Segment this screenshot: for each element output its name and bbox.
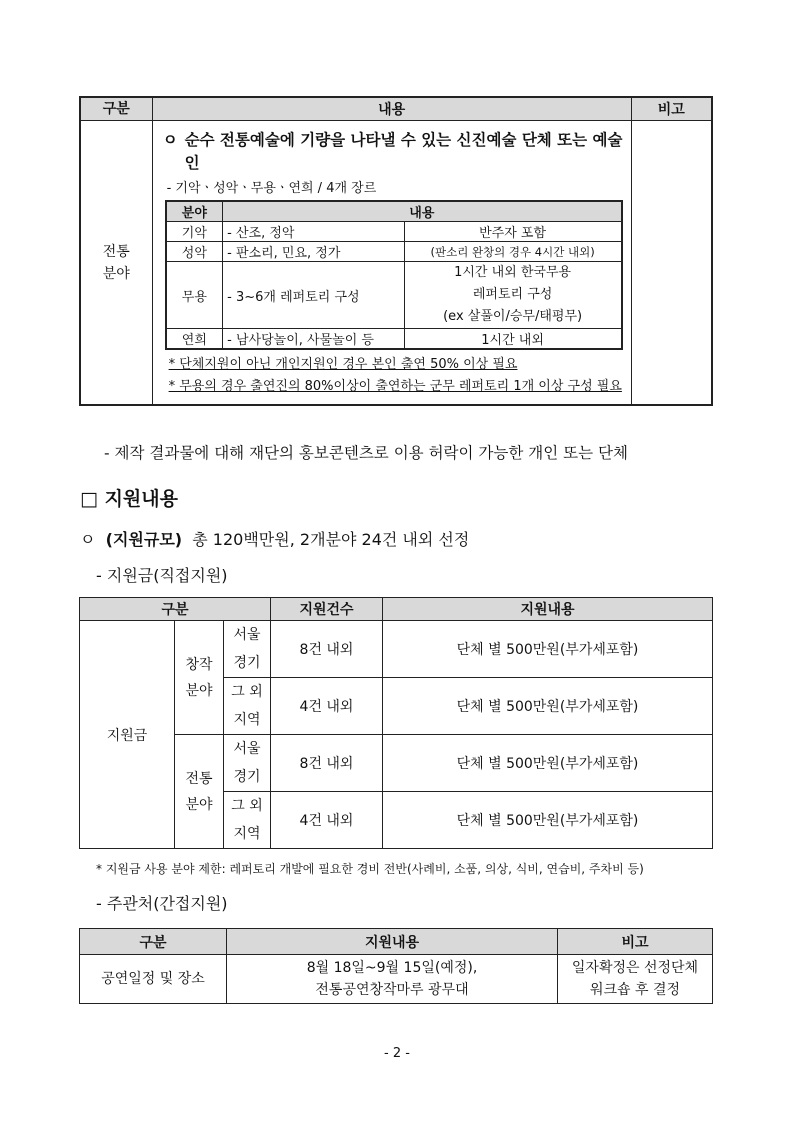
genre-content: - 남사당놀이, 사물놀이 등 bbox=[223, 329, 404, 350]
genre-field: 무용 bbox=[166, 262, 223, 329]
category-fund: 지원금 bbox=[80, 621, 175, 849]
group-traditional: 전통 분야 bbox=[175, 735, 224, 849]
footnote-individual: * 단체지원이 아닌 개인지원인 경우 본인 출연 50% 이상 필요 bbox=[168, 357, 518, 372]
circle-bullet-icon: ㅇ bbox=[80, 530, 96, 549]
venue-note: 일자확정은 선정단체 워크숍 후 결정 bbox=[558, 955, 713, 1004]
table-row bbox=[80, 955, 713, 1004]
header-content: 지원내용 bbox=[227, 929, 558, 955]
main-bullet bbox=[163, 129, 623, 175]
note-cell bbox=[631, 121, 712, 406]
count-cell: 4건 내외 bbox=[271, 792, 383, 849]
main-bullet-text: 순수 전통예술에 기량을 나타낼 수 있는 신진예술 단체 또는 예술인 bbox=[184, 131, 623, 172]
header-content: 지원내용 bbox=[383, 598, 713, 621]
genre-content: - 산조, 정악 bbox=[223, 222, 404, 242]
venue-label: 공연일정 및 장소 bbox=[80, 955, 227, 1004]
header-note: 비고 bbox=[558, 929, 713, 955]
region-cell: 그 외 지역 bbox=[224, 792, 271, 849]
fund-usage-note: * 지원금 사용 분야 제한: 레퍼토리 개발에 필요한 경비 전반(사례비, 소품, 의상, 식비, 연습비, 주차비 등) bbox=[96, 862, 644, 876]
content-cell: 단체 별 500만원(부가세포함) bbox=[383, 678, 713, 735]
region-cell: 서울 경기 bbox=[224, 621, 271, 678]
genre-field: 성악 bbox=[166, 242, 223, 262]
content-cell: 단체 별 500만원(부가세포함) bbox=[383, 735, 713, 792]
direct-support-title: - 지원금(직접지원) bbox=[96, 566, 228, 585]
eligibility-note: - 제작 결과물에 대해 재단의 홍보콘텐츠로 이용 허락이 가능한 개인 또는 단체 bbox=[104, 444, 628, 462]
genre-note: 1시간 내외 한국무용 레퍼토리 구성 (ex 살풀이/승무/태평무) bbox=[404, 262, 622, 329]
genre-content: - 3~6개 레퍼토리 구성 bbox=[223, 262, 404, 329]
count-cell: 8건 내외 bbox=[271, 735, 383, 792]
scale-label: (지원규모) bbox=[105, 530, 183, 549]
region-cell: 서울 경기 bbox=[224, 735, 271, 792]
genre-note: (판소리 완창의 경우 4시간 내외) bbox=[404, 242, 622, 262]
inner-header-content: 내용 bbox=[223, 201, 622, 222]
header-category: 구분 bbox=[80, 598, 271, 621]
genre-table bbox=[165, 200, 623, 350]
genre-field: 연희 bbox=[166, 329, 223, 350]
indirect-support-title: - 주관처(간접지원) bbox=[96, 894, 228, 913]
category-traditional: 전통 분야 bbox=[80, 121, 152, 406]
footnote-dance: * 무용의 경우 출연진의 80%이상이 출연하는 군무 레퍼토리 1개 이상 구성 필요 bbox=[168, 379, 622, 394]
inner-header-field: 분야 bbox=[166, 201, 223, 222]
header-category: 구분 bbox=[80, 97, 152, 121]
support-scale bbox=[80, 527, 469, 550]
table-row bbox=[166, 242, 622, 262]
section-title: □ 지원내용 bbox=[80, 488, 178, 510]
scale-text: 총 120백만원, 2개분야 24건 내외 선정 bbox=[192, 530, 470, 549]
table-row bbox=[166, 222, 622, 242]
group-creative: 창작 분야 bbox=[175, 621, 224, 735]
content-cell bbox=[152, 121, 631, 406]
support-table bbox=[79, 597, 713, 849]
eligibility-table bbox=[79, 96, 713, 406]
region-cell: 그 외 지역 bbox=[224, 678, 271, 735]
header-category: 구분 bbox=[80, 929, 227, 955]
header-note: 비고 bbox=[631, 97, 712, 121]
venue-table bbox=[79, 928, 713, 1004]
venue-content: 8월 18일~9월 15일(예정), 전통공연창작마루 광무대 bbox=[227, 955, 558, 1004]
header-content: 내용 bbox=[152, 97, 631, 121]
content-cell: 단체 별 500만원(부가세포함) bbox=[383, 621, 713, 678]
genre-field: 기악 bbox=[166, 222, 223, 242]
header-count: 지원건수 bbox=[271, 598, 383, 621]
page-number: - 2 - bbox=[384, 1046, 410, 1061]
count-cell: 4건 내외 bbox=[271, 678, 383, 735]
genre-note: 1시간 내외 bbox=[404, 329, 622, 350]
genre-note: 반주자 포함 bbox=[404, 222, 622, 242]
count-cell: 8건 내외 bbox=[271, 621, 383, 678]
table-row bbox=[166, 262, 622, 329]
circle-bullet-icon: ㅇ bbox=[162, 131, 178, 149]
table-row bbox=[166, 329, 622, 350]
footnotes bbox=[163, 354, 623, 398]
content-cell: 단체 별 500만원(부가세포함) bbox=[383, 792, 713, 849]
genres-line: - 기악ㆍ성악ㆍ무용ㆍ연희 / 4개 장르 bbox=[166, 181, 377, 196]
genre-content: - 판소리, 민요, 정가 bbox=[223, 242, 404, 262]
